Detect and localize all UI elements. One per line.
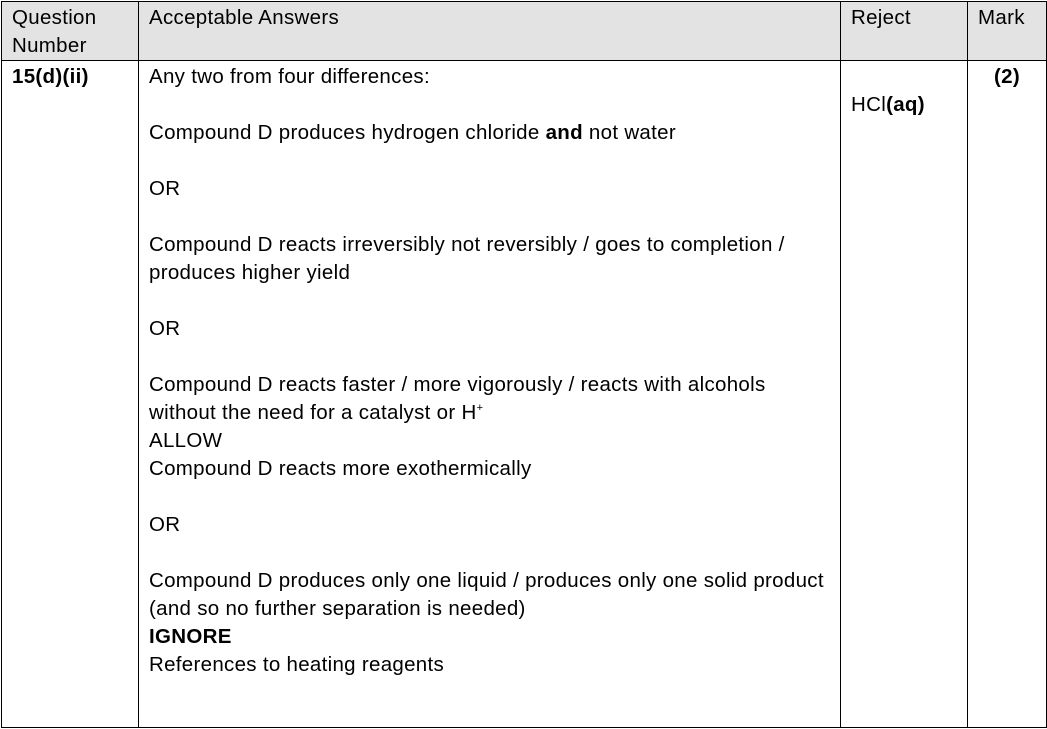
answer-1-tail: not water [582,121,676,144]
header-row [2,2,1047,61]
allow-text: Compound D reacts more exothermically [149,457,532,480]
reject-prefix: HCl [851,93,887,116]
reject-text [851,91,957,119]
header-reject: Reject [841,2,968,61]
answer-1-emphasis: and [545,121,583,144]
header-question-number: Question Number [2,2,139,61]
ignore-label: IGNORE [149,625,232,648]
or-separator-2: OR [149,317,181,340]
ignore-text: References to heating reagents [149,653,445,676]
answer-3 [149,371,830,427]
answers-intro: Any two from four differences: [149,65,430,88]
question-number: 15(d)(ii) [2,61,139,728]
mark-value: (2) [968,61,1047,728]
mark-scheme-table [1,1,1047,728]
answer-1-text: Compound D produces hydrogen chloride [149,121,546,144]
or-separator-1: OR [149,177,181,200]
acceptable-answers-cell [139,61,841,728]
answer-4: Compound D produces only one liquid / produces only one solid product (and so no further separation is needed) [149,569,824,620]
or-separator-3: OR [149,513,181,536]
answer-row [2,61,1047,728]
answer-3-text: Compound D reacts faster / more vigorously / reacts with alcohols without the need for a catalyst or H [149,373,766,424]
answer-2: Compound D reacts irreversibly not reversibly / goes to completion / produces higher yield [149,233,785,284]
reject-state: (aq) [886,93,925,116]
allow-label: ALLOW [149,429,223,452]
answer-3-superscript: + [476,402,484,414]
answer-1 [149,119,830,147]
header-acceptable-answers: Acceptable Answers [139,2,841,61]
header-mark: Mark [968,2,1047,61]
reject-cell [841,61,968,728]
